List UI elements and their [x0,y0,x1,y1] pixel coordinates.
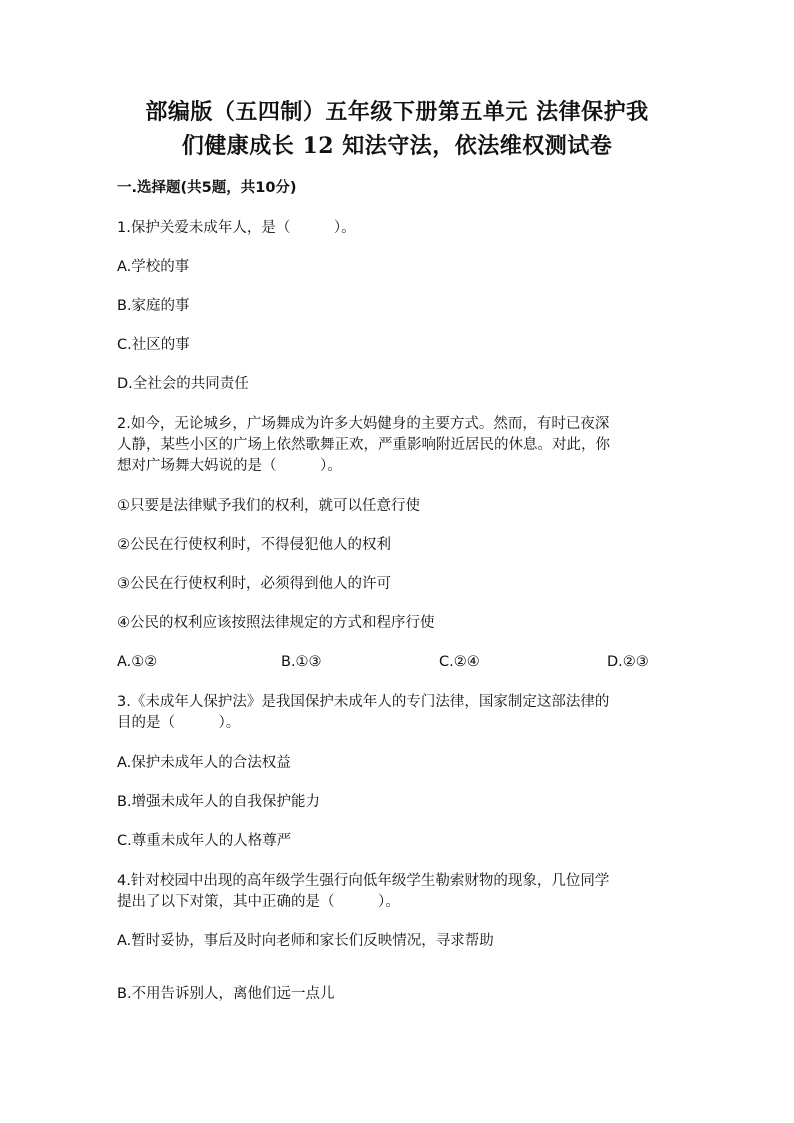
question-1-option-c[interactable]: C.社区的事 [117,337,190,353]
question-1-stem: 1.保护关爱未成年人，是（ ）。 [117,220,356,236]
question-3-option-c[interactable]: C.尊重未成年人的人格尊严 [117,833,292,849]
question-2-statement-1: ①只要是法律赋予我们的权利，就可以任意行使 [117,498,420,514]
section-heading: 一.选择题(共5题，共10分) [117,180,297,196]
question-1-option-b[interactable]: B.家庭的事 [117,298,190,314]
question-4-option-a[interactable]: A.暂时妥协，事后及时向老师和家长们反映情况，寻求帮助 [117,933,494,949]
question-3-stem-line-2: 目的是（ ）。 [117,715,241,731]
question-1-option-d[interactable]: D.全社会的共同责任 [117,376,249,392]
question-3-option-b[interactable]: B.增强未成年人的自我保护能力 [117,794,321,810]
question-2-stem-line-3: 想对广场舞大妈说的是（ ）。 [117,458,342,474]
exam-title-line-1: 部编版（五四制）五年级下册第五单元 法律保护我 [145,99,649,125]
question-4-stem-line-2: 提出了以下对策，其中正确的是（ ）。 [117,894,400,910]
question-2-statement-4: ④公民的权利应该按照法律规定的方式和程序行使 [117,615,435,631]
question-3-stem-line-1: 3.《未成年人保护法》是我国保护未成年人的专门法律，国家制定这部法律的 [117,694,610,710]
question-2-statement-2: ②公民在行使权利时，不得侵犯他人的权利 [117,537,391,553]
question-2-option-c[interactable]: C.②④ [439,654,480,670]
question-1-option-a[interactable]: A.学校的事 [117,259,190,275]
question-2-statement-3: ③公民在行使权利时，必须得到他人的许可 [117,576,391,592]
question-3-option-a[interactable]: A.保护未成年人的合法权益 [117,755,291,771]
question-2-option-a[interactable]: A.①② [117,654,158,670]
exam-title-line-2: 们健康成长 12 知法守法，依法维权测试卷 [181,133,613,159]
question-4-option-b[interactable]: B.不用告诉别人，离他们远一点儿 [117,986,335,1002]
question-4-stem-line-1: 4.针对校园中出现的高年级学生强行向低年级学生勒索财物的现象，几位同学 [117,873,610,889]
question-2-option-d[interactable]: D.②③ [607,654,649,670]
question-2-option-b[interactable]: B.①③ [281,654,322,670]
question-2-stem-line-1: 2.如今，无论城乡，广场舞成为许多大妈健身的主要方式。然而，有时已夜深 [117,416,610,432]
question-2-stem-line-2: 人静，某些小区的广场上依然歌舞正欢，严重影响附近居民的休息。对此，你 [117,437,610,453]
